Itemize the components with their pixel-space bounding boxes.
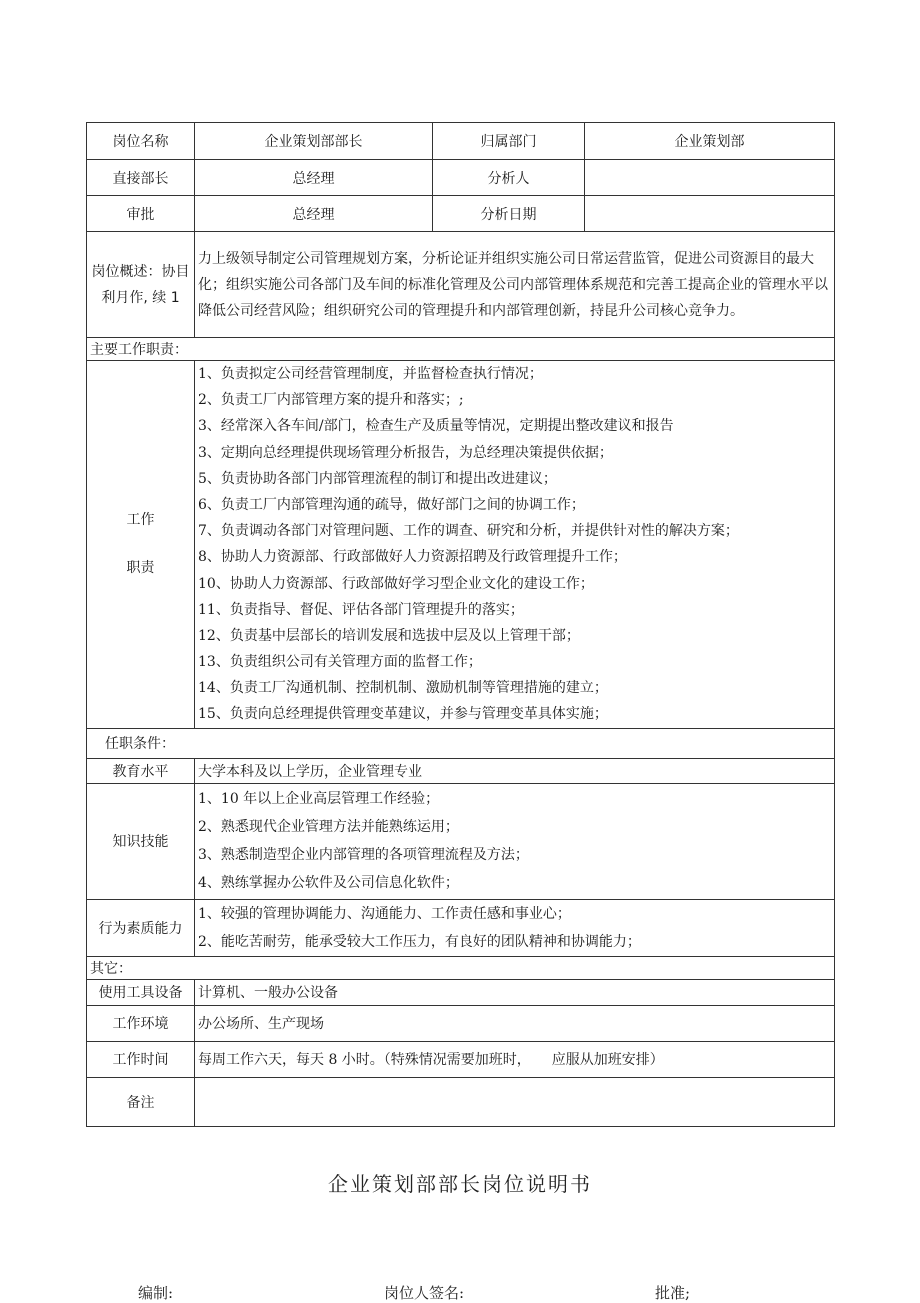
tools-value: 计算机、一般办公设备 bbox=[195, 979, 835, 1005]
supervisor-value: 总经理 bbox=[195, 160, 433, 196]
notes-value bbox=[195, 1077, 835, 1126]
duties-label bbox=[87, 361, 195, 729]
skill-item: 2、熟悉现代企业管理方法并能熟练运用； bbox=[198, 819, 459, 836]
environment-label: 工作环境 bbox=[87, 1005, 195, 1041]
duty-item: 8、协助人力资源部、行政部做好人力资源招聘及行政管理提升工作； bbox=[198, 549, 627, 566]
notes-label: 备注 bbox=[87, 1077, 195, 1126]
environment-value: 办公场所、生产现场 bbox=[195, 1005, 835, 1041]
duty-item: 1、负责拟定公司经营管理制度，并监督检查执行情况； bbox=[198, 366, 543, 382]
duty-item: 10、协助人力资源部、行政部做好学习型企业文化的建设工作； bbox=[198, 575, 594, 592]
duty-item: 3、经常深入各车间/部门，检查生产及质量等情况，定期提出整改建议和报告 bbox=[198, 418, 674, 435]
author-signature-label: 编制: bbox=[138, 1284, 174, 1302]
department-value: 企业策划部 bbox=[585, 123, 835, 160]
skill-item: 1、10 年以上企业高层管理工作经验； bbox=[198, 791, 440, 808]
qualifications-section-label: 任职条件： bbox=[87, 728, 835, 758]
department-label: 归属部门 bbox=[433, 123, 585, 160]
holder-signature-label: 岗位人签名: bbox=[384, 1284, 465, 1302]
duty-item: 11、负责指导、督促、评估各部门管理提升的落实； bbox=[198, 601, 524, 618]
summary-label: 岗位概述：协目利月作, 续 1 bbox=[87, 232, 195, 338]
duties-list bbox=[195, 361, 835, 729]
duty-item: 15、负责向总经理提供管理变革建议，并参与管理变革具体实施； bbox=[198, 706, 608, 723]
analysis-date-value bbox=[585, 196, 835, 232]
duty-item: 7、负责调动各部门对管理问题、工作的调查、研究和分析，并提供针对性的解决方案； bbox=[198, 523, 739, 540]
behavior-item: 1、较强的管理协调能力、沟通能力、工作责任感和事业心； bbox=[198, 905, 571, 922]
education-value: 大学本科及以上学历，企业管理专业 bbox=[195, 758, 835, 783]
skills-list bbox=[195, 783, 835, 899]
document-title: 企业策划部部长岗位说明书 bbox=[328, 1172, 592, 1196]
analyst-label: 分析人 bbox=[433, 160, 585, 196]
analysis-date-label: 分析日期 bbox=[433, 196, 585, 232]
duty-item: 6、负责工厂内部管理沟通的疏导，做好部门之间的协调工作； bbox=[198, 496, 585, 513]
duty-item: 2、负责工厂内部管理方案的提升和落实；; bbox=[198, 392, 464, 409]
approver-value: 总经理 bbox=[195, 196, 433, 232]
analyst-value bbox=[585, 160, 835, 196]
summary-text: 力上级领导制定公司管理规划方案，分析论证并组织实施公司日常运营监管，促进公司资源目的最大化；组织实施公司各部门及车间的标准化管理及公司内部管理体系规范和完善工提高企业的管理水平以降低公司经营风险；组织研究公司的管理提升和内部管理创新，持昆升公司核心竞争力。 bbox=[195, 232, 835, 338]
skill-item: 4、熟练掌握办公软件及公司信息化软件； bbox=[198, 875, 459, 892]
supervisor-label: 直接部长 bbox=[87, 160, 195, 196]
duties-section-label: 主要工作职责： bbox=[87, 338, 835, 361]
duty-item: 3、定期向总经理提供现场管理分析报告，为总经理决策提供依据； bbox=[198, 444, 613, 461]
other-section-label: 其它： bbox=[87, 956, 835, 979]
skills-label: 知识技能 bbox=[87, 783, 195, 899]
tools-label: 使用工具设备 bbox=[87, 979, 195, 1005]
duty-item: 12、负责基中层部长的培训发展和选拔中层及以上管理干部； bbox=[198, 627, 580, 644]
behavior-item: 2、能吃苦耐劳，能承受较大工作压力，有良好的团队精神和协调能力； bbox=[198, 933, 641, 950]
position-name-label: 岗位名称 bbox=[87, 123, 195, 160]
duty-item: 14、负责工厂沟通机制、控制机制、激励机制等管理措施的建立； bbox=[198, 680, 608, 697]
position-name-value: 企业策划部部长 bbox=[195, 123, 433, 160]
skill-item: 3、熟悉制造型企业内部管理的各项管理流程及方法； bbox=[198, 847, 529, 864]
duty-item: 13、负责组织公司有关管理方面的监督工作； bbox=[198, 654, 482, 671]
duties-label-line1: 工作 bbox=[126, 512, 155, 529]
hours-label: 工作时间 bbox=[87, 1041, 195, 1077]
hours-value: 每周工作六天，每天 8 小时。（特殊情况需要加班时， 应服从加班安排） bbox=[195, 1041, 835, 1077]
approver-signature-label: 批准; bbox=[655, 1284, 691, 1302]
duty-item: 5、负责协助各部门内部管理流程的制订和提出改进建议； bbox=[198, 470, 557, 487]
approval-label: 审批 bbox=[87, 196, 195, 232]
behavior-label: 行为素质能力 bbox=[87, 899, 195, 956]
behavior-list bbox=[195, 899, 835, 956]
education-label: 教育水平 bbox=[87, 758, 195, 783]
duties-label-line2: 职责 bbox=[126, 560, 155, 577]
job-description-table bbox=[86, 122, 835, 1127]
